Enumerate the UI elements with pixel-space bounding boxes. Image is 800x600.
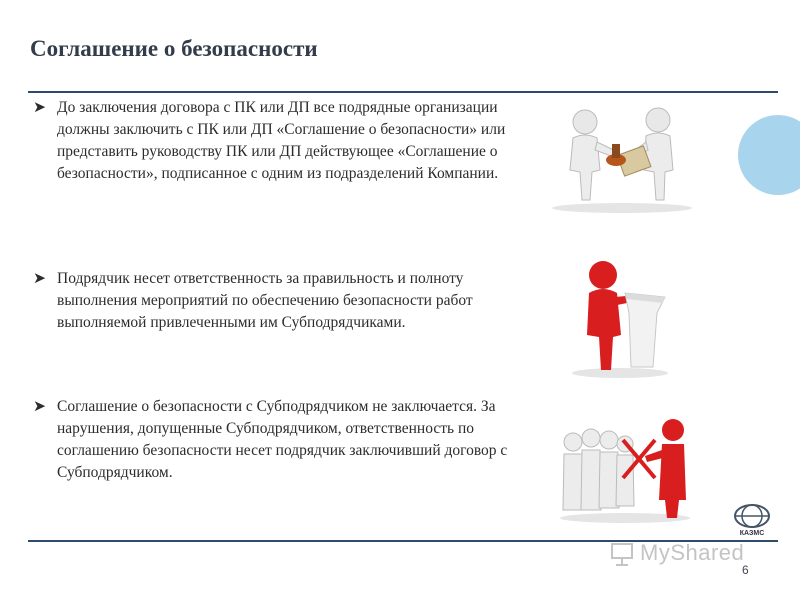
company-logo (732, 503, 772, 537)
bullet-text: Соглашение о безопасности с Субподрядчиком не заключается. За нарушения, допущенные Субподрядчиком, ответственность по соглашению безопасности несет подрядчик заключивший договор с Субподрядчиком. (57, 398, 508, 481)
bullet-item (33, 396, 508, 484)
decorative-circle (738, 115, 800, 195)
bullet-text: Подрядчик несет ответственность за правильность и полноту выполнения мероприятий по обеспечению безопасности работ выполняемой привлеченными им Субподрядчиками. (57, 270, 473, 331)
company-logo-text: КАЗМС (739, 530, 765, 537)
handshake-figures-illustration (540, 100, 705, 215)
bullet-marker: ➤ (33, 398, 46, 415)
title-rule (28, 91, 778, 93)
presentation-icon (610, 541, 636, 567)
bullet-item (33, 97, 508, 185)
bullet-marker: ➤ (33, 99, 46, 116)
bullet-item (33, 268, 508, 334)
speaker-at-podium-illustration (565, 255, 675, 380)
page-number: 6 (742, 563, 749, 577)
slide-title: Соглашение о безопасности (30, 36, 318, 61)
leader-rejecting-group-illustration (555, 410, 695, 525)
bullet-marker: ➤ (33, 270, 46, 287)
watermark-text: MyShared (640, 540, 745, 565)
bullet-text: До заключения договора с ПК или ДП все подрядные организации должны заключить с ПК или ДП «Соглашение о безопасности» или представить руководству ПК или ДП действующее «Соглашение о безопасности», подписанное с одним из подразделений Компании. (57, 99, 506, 182)
